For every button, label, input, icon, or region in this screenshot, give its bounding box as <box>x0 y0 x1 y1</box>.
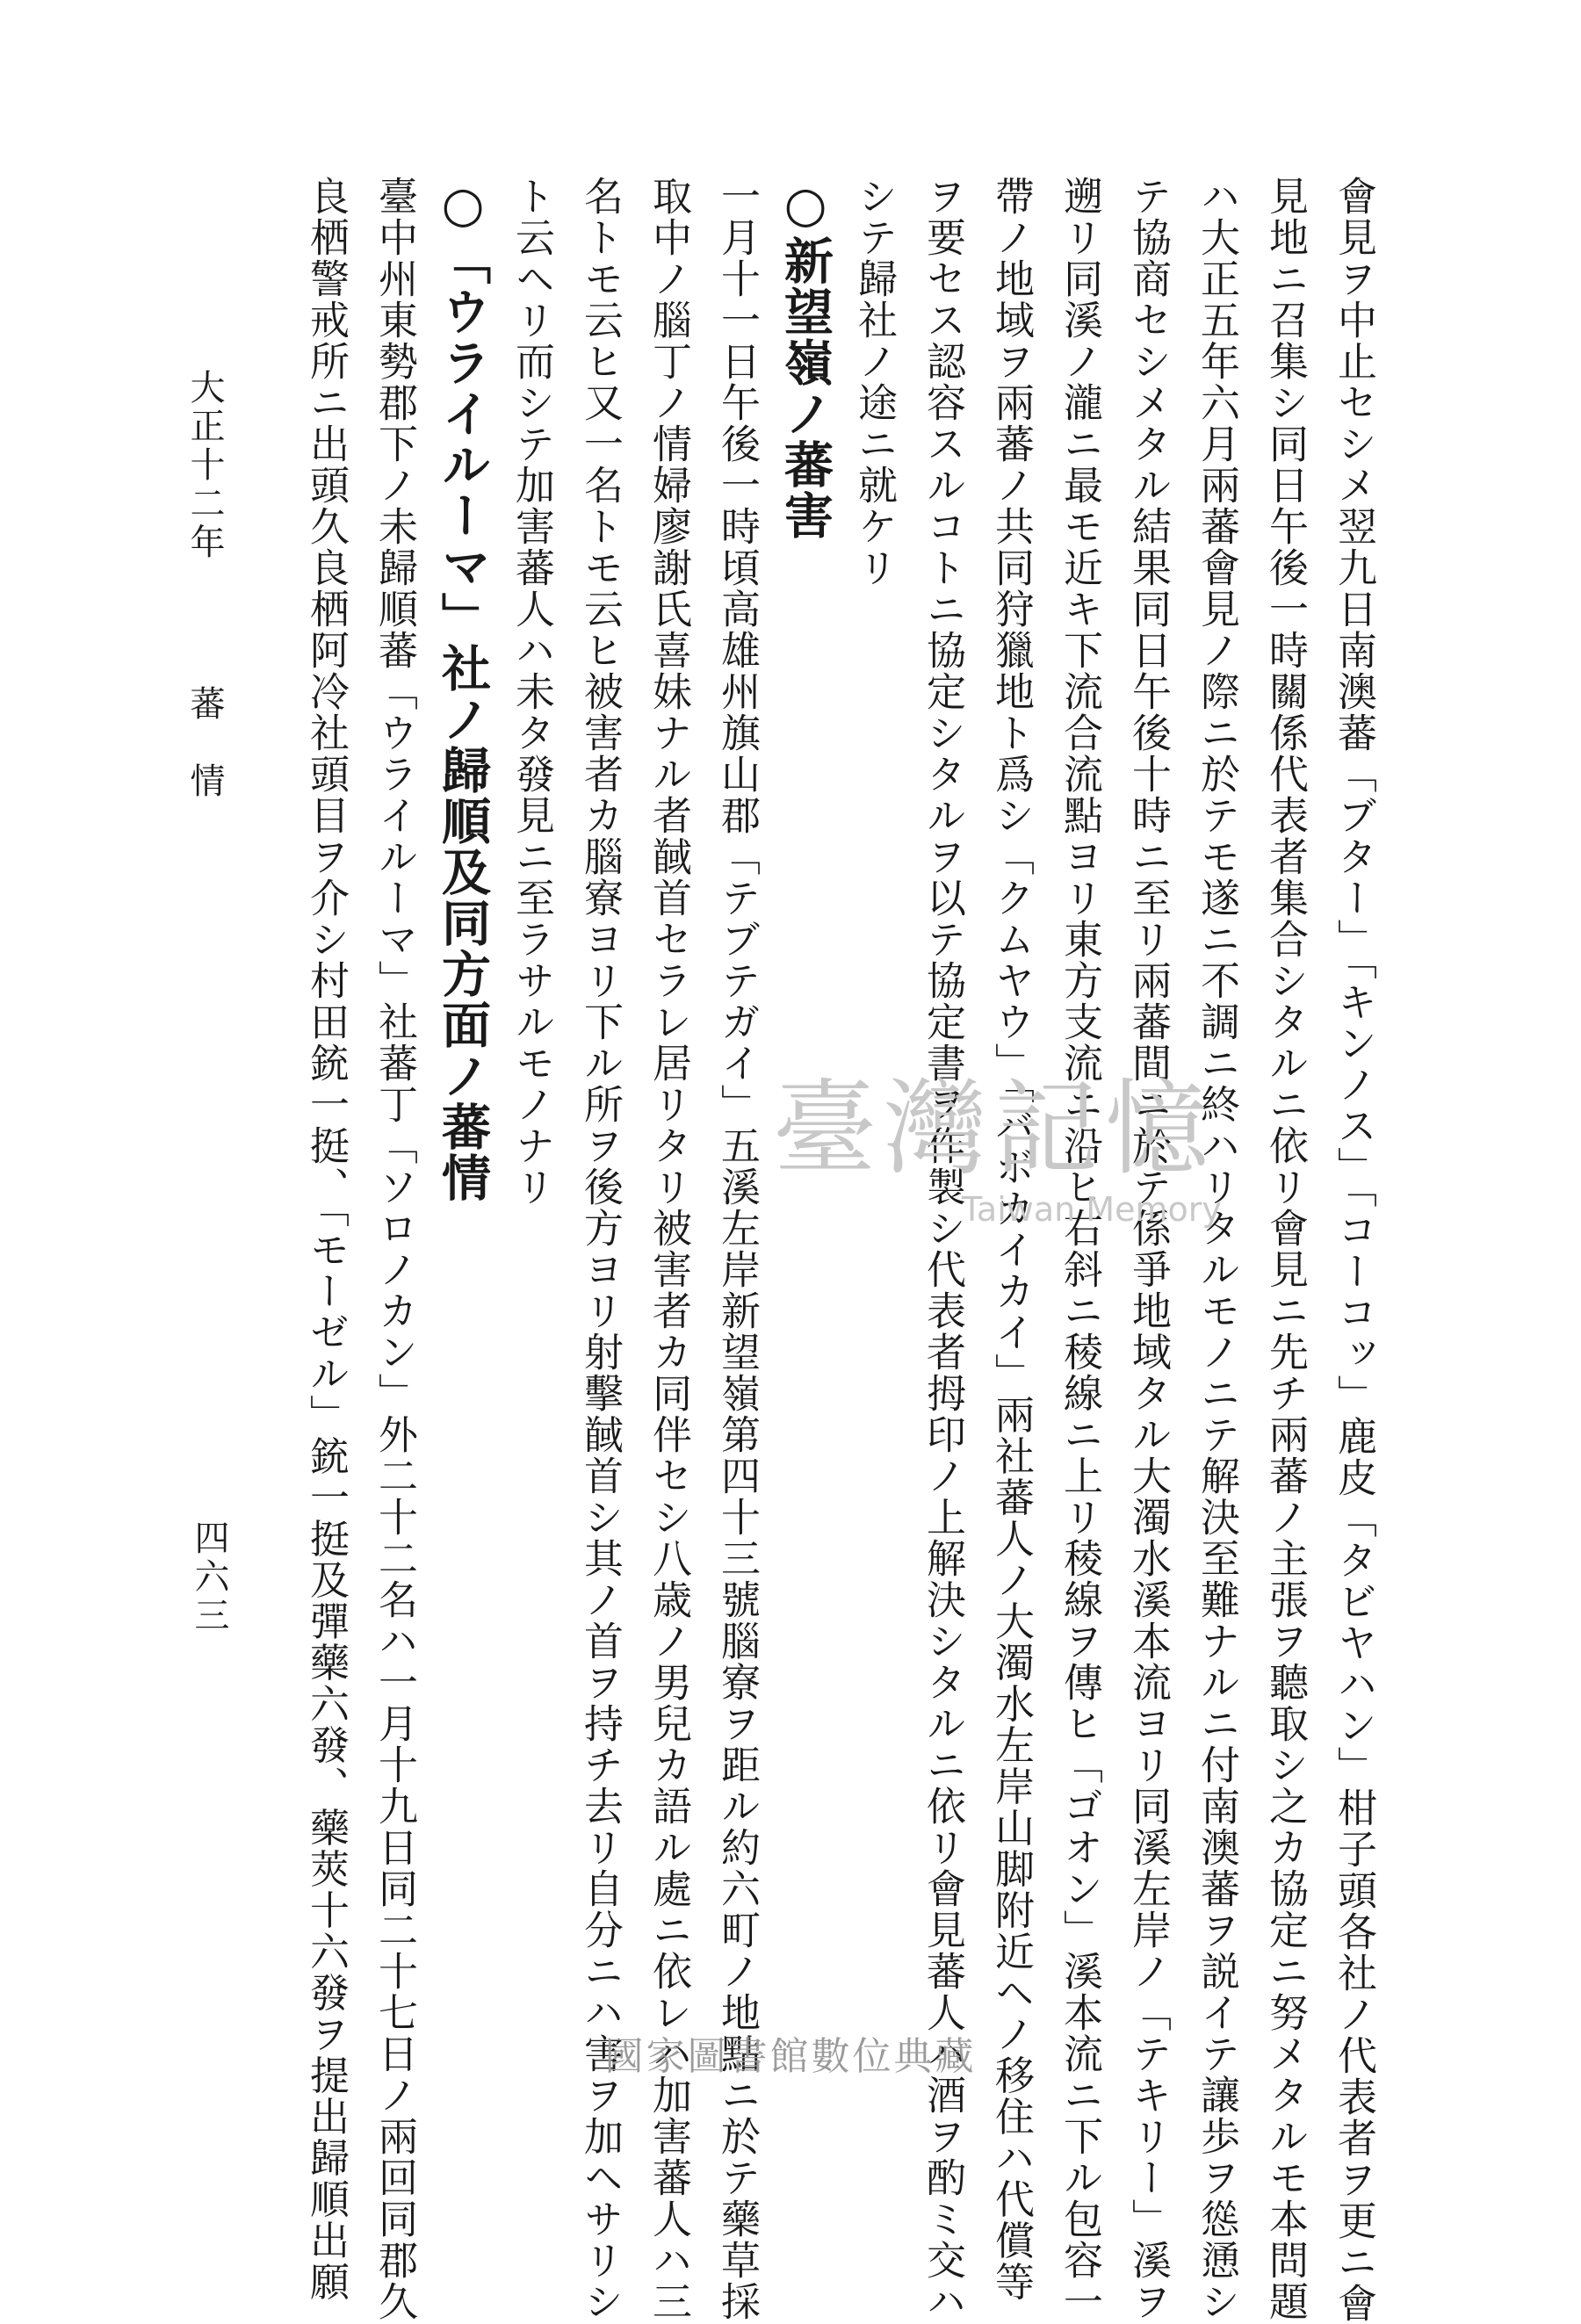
running-head-title: 蕃 情 <box>184 685 225 801</box>
watermark-subtitle: Taiwan Memory <box>962 1190 1222 1229</box>
text-line: 會見ヲ中止セシメ翌九日南澳蕃「ブター」「キンノス」「コーコッ」鹿皮「タビヤハン」柑子頭各社ノ代表者ヲ更ニ會 <box>1331 176 1377 2324</box>
text-line: 良栖警戒所ニ出頭久良栖阿冷社頭目ヲ介シ村田銃一挺、「モーゼル」銃一挺及彈藥六發、藥莢十六發ヲ提出歸順出願 <box>303 176 350 2303</box>
text-line: 遡リ同溪ノ瀧ニ最モ近キ下流合流點ヨリ東方支流ニ沿ヒ右斜ニ稜線ニ上リ稜線ヲ傳ヒ「ゴオン」溪本流ニ下ル包容一 <box>1057 176 1103 2322</box>
section-heading-urairuma: ○「ウライルーマ」社ノ歸順及同方面ノ蕃情 <box>434 176 492 1203</box>
running-head <box>180 369 230 801</box>
text-line: ハ大正五年六月兩蕃會見ノ際ニ於テモ遂ニ不調ニ終ハリタルモノニテ解決至難ナルニ付南澳蕃ヲ説イテ讓歩ヲ慫慂シ <box>1194 176 1240 2322</box>
running-head-year: 大正十二年 <box>184 369 225 562</box>
text-line: 一月十一日午後一時頃高雄州旗山郡「テブテガイ」五溪左岸新望嶺第四十三號腦寮ヲ距ル約六町ノ地點ニ於テ藥草採 <box>714 176 761 2322</box>
text-line: ヲ要セス認容スルコトニ協定シタルヲ以テ協定書ヲ作製シ代表者拇印ノ上解決シタルニ依リ會見蕃人ハ酒ヲ酌ミ交ハ <box>920 176 966 2322</box>
footer-credit: 國家圖書館數位典藏 <box>604 2034 977 2079</box>
text-line: 臺中州東勢郡下ノ未歸順蕃「ウライルーマ」社蕃丁「ソロノカン」外二十二名ハ一月十九日同二十七日ノ兩回同郡久 <box>372 176 418 2322</box>
text-line: ト云ヘリ而シテ加害蕃人ハ未タ發見ニ至ラサルモノナリ <box>509 176 555 1208</box>
text-line: 取中ノ腦丁ノ情婦廖謝氏喜妹ナル者馘首セラレ居リタリ被害者カ同伴セシ八歳ノ男兒カ語ル處ニ依レハ加害蕃人ハ三 <box>646 176 692 2322</box>
text-line: テ協商セシメタル結果同日午後十時ニ至リ兩蕃間ニ於テ係爭地域タル大濁水溪本流ヨリ同溪左岸ノ「テキリー」溪ヲ <box>1125 176 1172 2322</box>
watermark-title: 臺灣記憶 <box>773 1068 1216 1189</box>
page-number: 四六三 <box>189 1519 229 1635</box>
section-heading-shinbourei: ○新望嶺ノ蕃害 <box>776 176 834 541</box>
text-line: 名トモ云ヒ又一名トモ云ヒ被害者カ腦寮ヨリ下ル所ヲ後方ヨリ射擊馘首シ其ノ首ヲ持チ去リ自分ニハ害ヲ加ヘサリシ <box>577 176 624 2322</box>
text-line: シテ歸社ノ途ニ就ケリ <box>851 176 898 588</box>
text-line: 帶ノ地域ヲ兩蕃ノ共同狩獵地ト爲シ「クムヤウ」「バボカイカイ」兩社蕃人ノ大濁水左岸山脚附近ヘノ移住ハ代償等 <box>988 176 1035 2303</box>
text-line: 見地ニ召集シ同日午後一時關係代表者集合シタルニ依リ會見ニ先チ兩蕃ノ主張ヲ聽取シ之カ協定ニ努メタルモ本問題 <box>1262 176 1309 2322</box>
